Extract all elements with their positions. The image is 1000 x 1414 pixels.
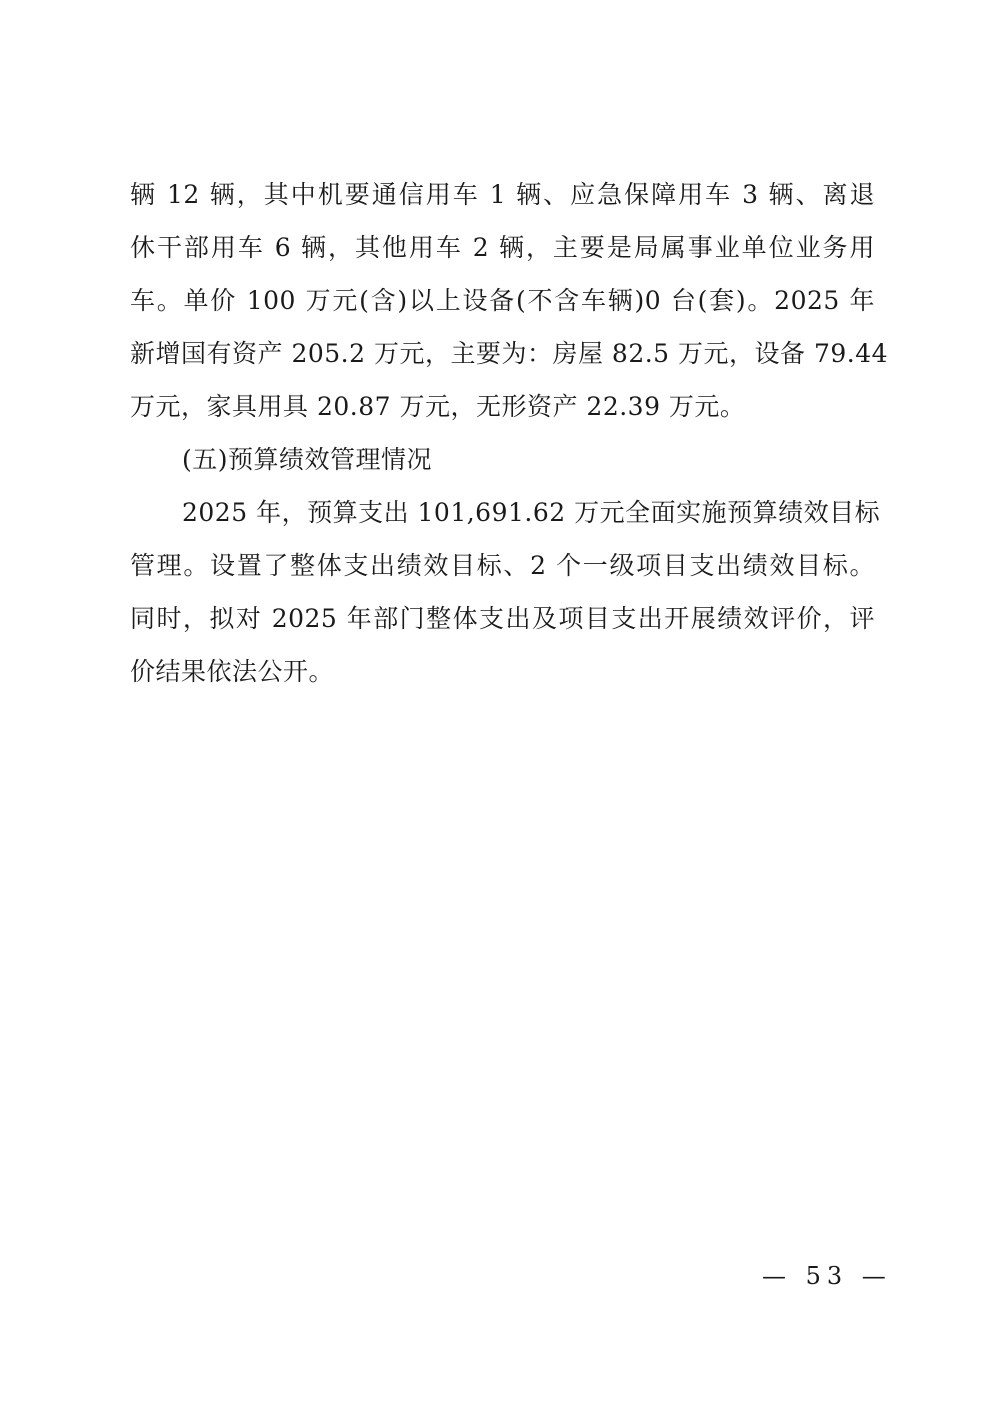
paragraph-line: 万元，家具用具 20.87 万元，无形资产 22.39 万元。 — [130, 392, 746, 421]
body-text — [130, 168, 889, 698]
paragraph-line: 管理。设置了整体支出绩效目标、2 个一级项目支出绩效目标。 — [130, 551, 875, 580]
paragraph-line: 车。单价 100 万元(含)以上设备(不含车辆)0 台(套)。2025 年 — [130, 286, 875, 315]
paragraph-line: 新增国有资产 205.2 万元，主要为：房屋 82.5 万元，设备 79.44 — [130, 339, 889, 368]
paragraph-line: 同时，拟对 2025 年部门整体支出及项目支出开展绩效评价，评 — [130, 604, 875, 633]
paragraph-line: 2025 年，预算支出 101,691.62 万元全面实施预算绩效目标 — [182, 498, 881, 527]
paragraph-line: 辆 12 辆，其中机要通信用车 1 辆、应急保障用车 3 辆、离退 — [130, 180, 875, 209]
paragraph-line: 休干部用车 6 辆，其他用车 2 辆，主要是局属事业单位业务用 — [130, 233, 875, 262]
section-heading: (五)预算绩效管理情况 — [182, 445, 433, 474]
page-number: — 53 — — [762, 1262, 892, 1290]
paragraph-line: 价结果依法公开。 — [130, 657, 335, 686]
